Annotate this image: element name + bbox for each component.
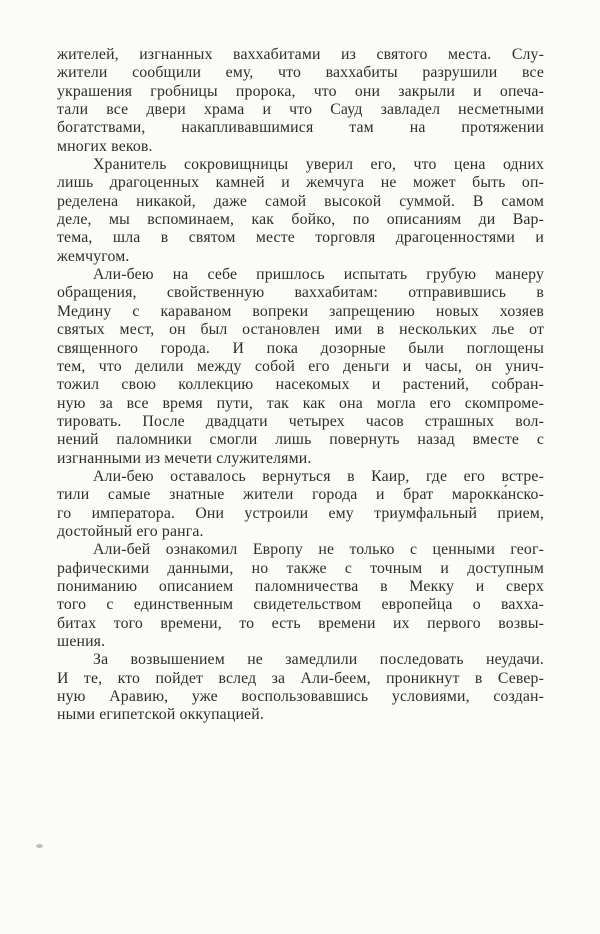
scan-speck — [36, 844, 43, 848]
text-line: тали все двери храма и что Сауд завладел несметными — [57, 101, 544, 119]
text-line: За возвышением не замедлили последовать неудачи. — [93, 651, 544, 669]
text-line: достойный его ранга. — [57, 522, 204, 540]
text-line: го императора. Они устроили ему триумфальный прием, — [57, 504, 544, 522]
text-line: рафическими данными, но также с точным и доступным — [57, 559, 544, 577]
text-line: битах того времени, то есть времени их первого возвы- — [57, 614, 544, 632]
text-line: ными египетской оккупацией. — [57, 706, 264, 724]
text-line: Хранитель сокровищницы уверил его, что цена одних — [93, 156, 544, 174]
page-text-block — [57, 46, 544, 725]
text-line: Али-бею на себе пришлось испытать грубую манеру — [93, 266, 544, 284]
text-line: тировать. После двадцати четырех часов страшных вол- — [57, 412, 544, 430]
text-line: жителей, изгнанных ваххабитами из святого места. Слу- — [57, 46, 544, 63]
paragraph — [57, 651, 544, 724]
text-line: тема, шла в святом месте торговля драгоценностями и — [57, 229, 544, 247]
paragraph — [57, 46, 544, 156]
paragraph — [57, 468, 544, 541]
text-line: ную за все время пути, так как она могла его скомпроме- — [57, 394, 544, 412]
text-line: многих веков. — [57, 137, 153, 155]
text-line: того с единственным свидетельством европейца о вахха- — [57, 596, 544, 614]
text-line: изгнанными из мечети служителями. — [57, 449, 312, 467]
text-line: деле, мы вспоминаем, как бойко, по описаниям ди Вар- — [57, 211, 544, 229]
text-line: священного города. И пока дозорные были поглощены — [57, 339, 544, 357]
text-line: нений паломники смогли лишь повернуть назад вместе с — [57, 431, 544, 449]
text-line: Медину с караваном вопреки запрещению новых хозяев — [57, 302, 544, 320]
text-line: Али-бею оставалось вернуться в Каир, где его встре- — [93, 467, 544, 485]
text-line: богатствами, накапливавшимися там на протяжении — [57, 119, 544, 137]
text-line: пониманию описанием паломничества в Мекку и сверх — [57, 577, 544, 595]
text-line: ределена никакой, даже самой высокой суммой. В самом — [57, 192, 544, 210]
text-line: тем, что делили между собой его деньги и часы, он унич- — [57, 357, 544, 375]
text-line: жители сообщили ему, что ваххабиты разрушили все — [57, 64, 544, 82]
text-line: святых мест, он был остановлен ими в нескольких лье от — [57, 321, 544, 339]
text-line: ную Аравию, уже воспользовавшись условиями, создан- — [57, 688, 544, 706]
text-line: И те, кто пойдет вслед за Али-беем, проникнут в Север- — [57, 669, 544, 687]
text-line: тили самые знатные жители города и брат марокка́нско- — [57, 486, 544, 504]
text-line: обращения, свойственную ваххабитам: отправившись в — [57, 284, 544, 302]
text-line: Али-бей ознакомил Европу не только с ценными геог- — [93, 541, 544, 559]
paragraph — [57, 541, 544, 651]
text-line: шения. — [57, 633, 106, 650]
text-line: жемчугом. — [57, 247, 130, 265]
paragraph — [57, 266, 544, 468]
text-line: тожил свою коллекцию насекомых и растений, собран- — [57, 376, 544, 394]
text-line: украшения гробницы пророка, что они закрыли и опеча- — [57, 82, 544, 100]
text-line: лишь драгоценных камней и жемчуга не может быть оп- — [57, 174, 544, 192]
paragraph — [57, 156, 544, 266]
